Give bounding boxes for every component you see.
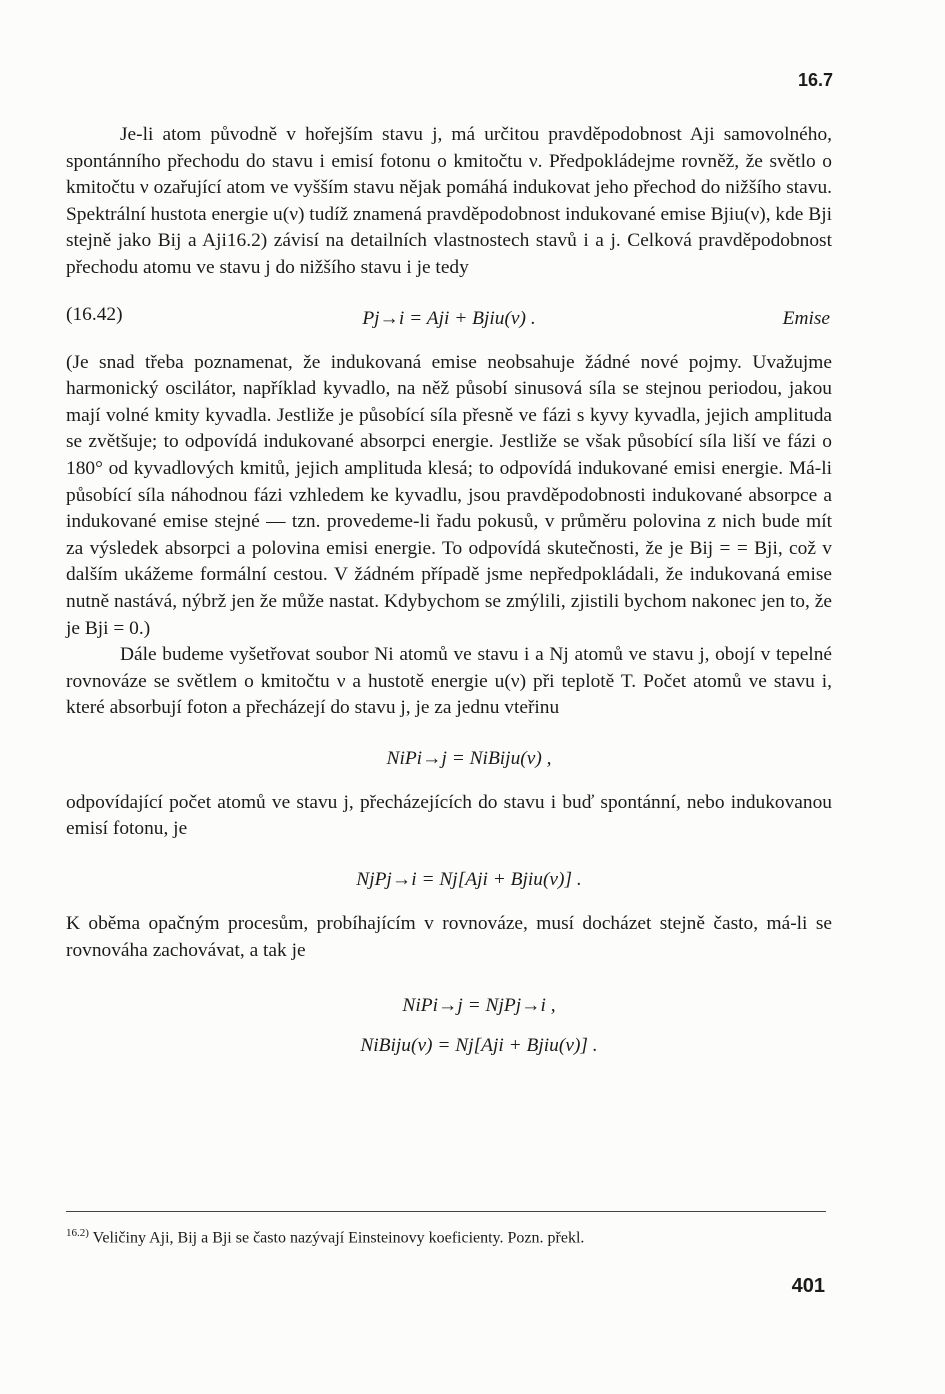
footnote-text: Veličiny Aji, Bij a Bji se často nazývají Einsteinovy koeficienty. Pozn. překl. — [92, 1229, 585, 1247]
equation-emission-count — [66, 863, 832, 889]
paragraph-5: K oběma opačným procesům, probíhajícím v rovnováze, musí docházet stejně často, má-li se rovnováha zachovávat, a tak je — [66, 913, 832, 961]
equation-label: Emise — [782, 307, 830, 329]
footnote-mark: 16.2) — [66, 1227, 89, 1239]
equation-equilibrium: NiPi→j = NjPj→i , — [402, 995, 556, 1017]
equation-formula: NiPi→j = NiBiju(ν) , — [386, 747, 552, 769]
equation-formula: Pj→i = Aji + Bjiu(ν) . — [362, 307, 536, 329]
paragraph-4: odpovídající počet atomů ve stavu j, přecházejících do stavu i buď spontánní, nebo indukovanou emisí fotonu, je — [66, 791, 832, 840]
equation-block-equilibrium — [66, 986, 832, 1066]
page-number: 401 — [791, 1275, 825, 1297]
equation-number: (16.42) — [66, 303, 123, 325]
footnote-divider — [66, 1211, 826, 1212]
equation-16-42 — [66, 302, 832, 328]
paragraph-3: Dále budeme vyšetřovat soubor Ni atomů ve stavu i a Nj atomů ve stavu j, obojí v tepelné rovnováze se světlem o kmitočtu ν a hustotě energie u(ν) při teplotě T. Počet atomů ve stavu i, které absorbují foton a přecházejí do stavu j, je za jednu vteřinu — [66, 644, 832, 719]
paragraph-1: Je-li atom původně v hořejším stavu j, má určitou pravděpodobnost Aji samovolného, spontánního přechodu do stavu i emisí fotonu o kmitočtu ν. Předpokládejme rovněž, že světlo o kmitočtu ν ozařující atom ve vyšším stavu nějak pomáhá indukovat jeho přechod do nižšího stavu. Spektrální hustota energie u(ν) tudíž znamená pravděpodobnost indukované emise Bjiu(ν), kde Bji stejně jako Bij a Aji16.2) závisí na detailních vlastnostech stavů i a j. Celková pravděpodobnost přechodu atomu ve stavu j do nižšího stavu i je tedy — [66, 124, 832, 278]
section-number: 16.7 — [797, 70, 833, 90]
paragraph-2: (Je snad třeba poznamenat, že indukovaná emise neobsahuje žádné nové pojmy. Uvažujme harmonický oscilátor, například kyvadlo, na něž působí sinusová síla se stejnou periodou, jakou mají volné kmity kyvadla. Jestliže je působící síla přesně ve fázi s kyvy kyvadla, jejich amplituda se zvětšuje; to odpovídá indukované absorpci energie. Jestliže se však působící síla liší ve fázi o 180° od kyvadlových kmitů, jejich amplituda klesá; to odpovídá indukované emisi energie. Má-li působící síla náhodnou fázi vzhledem ke kyvadlu, jsou pravděpodobnosti indukované absorpce a indukované emise stejné — tzn. provedeme-li řadu pokusů, v průměru polovina z nich bude mít za výsledek absorpci a polovina emisi energie. To odpovídá skutečnosti, že je Bij = = Bji, což v dalším ukážeme formální cestou. V žádném případě jsme nepředpokládali, že indukovaná emise nutně nastává, nýbrž jen že může nastat. Kdybychom se zmýlili, zjistili bychom nakonec jen to, že je Bji = 0.) — [66, 351, 832, 639]
footnote — [66, 1222, 832, 1249]
body-text — [66, 122, 832, 1090]
equation-absorption — [66, 742, 832, 768]
equation-formula: NjPj→i = Nj[Aji + Bjiu(ν)] . — [356, 869, 582, 891]
equation-equilibrium-expanded: NiBiju(ν) = Nj[Aji + Bjiu(ν)] . — [360, 1035, 598, 1057]
